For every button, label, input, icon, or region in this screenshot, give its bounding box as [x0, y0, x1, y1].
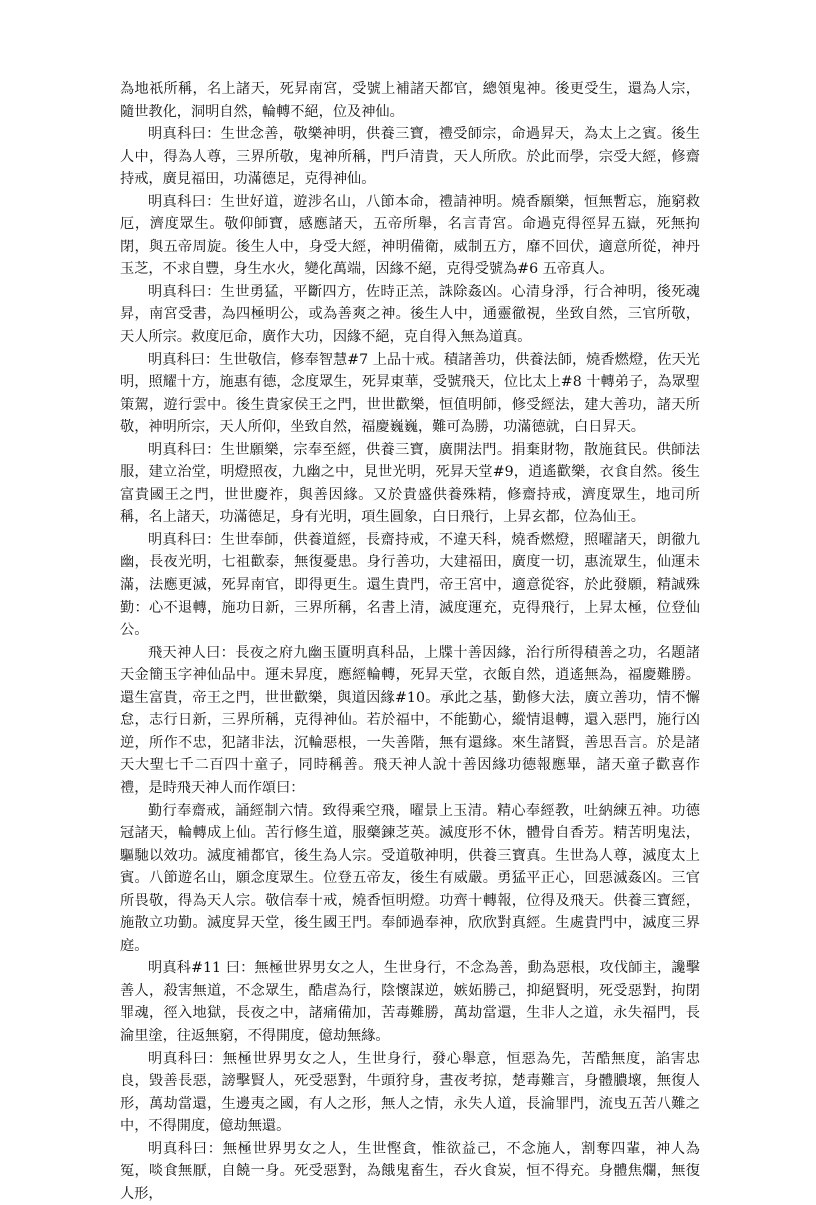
paragraph: 明真科曰：生世好道，遊涉名山，八節本命，禮請神明。燒香願樂，恒無暫忘，施窮救厄，濟度眾生。敬仰師寶，感應諸天，五帝所舉，名言青宮。命過克得徑昇五嶽，死無拘閉，與五帝周旋。後生人中，身受大經，神明備衛，威制五方，靡不回伏，適意所從，神丹玉芝，不求自豐，身生水火，變化萬端，因緣不絕，克得受號為#6 五帝真人。	[120, 193, 700, 278]
verse-paragraph: 勤行奉齋戒，誦經制六情。致得乘空飛，曜景上玉清。精心奉經教，吐納練五神。功德冠諸天，輪轉成上仙。苦行修生道，服藥鍊芝英。滅度形不休，體骨自香芳。精苦明鬼法，驅馳以效功。滅度補都官，後生為人宗。受道敬神明，供養三寶真。生世為人尊，滅度太上賓。八節遊名山，願念度眾生。位登五帝友，後生有威嚴。勇猛平正心，回惡滅姦凶。三官所畏敬，得為天人宗。敬信奉十戒，燒香恒明燈。功齊十轉報，位得及飛天。供養三寶經，施散立功勤。滅度昇天堂，後生國王門。奉師過奉神，欣欣對真經。生處貴門中，滅度三界庭。	[120, 802, 700, 954]
paragraph-continuation: 為地祇所稱，名上諸天，死昇南宮，受號上補諸天都官，總領鬼神。後更受生，還為人宗，隨世教化，洞明自然，輪轉不絕，位及神仙。	[120, 81, 700, 120]
paragraph: 明真科曰：生世勇猛，平斷四方，佐時正羔，誅除姦凶。心清身淨，行合神明，後死魂昇，南宮受書，為四極明公，或為善爽之神。後生人中，通靈徹視，坐致自然，三官所敬，天人所宗。救度厄命，廣作大功，因緣不絕，克自得入無為道真。	[120, 283, 700, 346]
paragraph: 飛天神人曰：長夜之府九幽玉匱明真科品，上牒十善因緣，治行所得積善之功，名題諸天金簡玉字神仙品中。運未昇度，應經輪轉，死昇天堂，衣飯自然，逍遙無為，福慶難勝。還生富貴，帝王之門，世世歡樂，與道因緣#10。承此之基，勤修大法，廣立善功，情不懈怠，志行日新，三界所稱，克得神仙。若於福中，不能勤心，縱情退轉，還入惡門，施行凶逆，所作不忠，犯諸非法，沉輪惡根，一失善階，無有還緣。來生諸賢，善思吾言。於是諸天大聖七千二百四十童子，同時稱善。飛天神人說十善因緣功德報應畢，諸天童子歡喜作禮，是時飛天神人而作頌曰：	[120, 644, 700, 796]
paragraph: 明真科曰：生世願樂，宗奉至經，供養三寶，廣開法門。捐棄財物，散施貧民。供師法服，建立治堂，明燈照夜，九幽之中，見世光明，死昇天堂#9，逍遙歡樂，衣食自然。後生富貴國王之門，世世慶祚，與善因緣。又於貴盛供養殊精，修齋持戒，濟度眾生，地司所稱，名上諸天，功滿德足，身有光明，項生圓象，白日飛行，上昇玄都，位為仙王。	[120, 441, 700, 526]
paragraph: 明真科#11 曰：無極世界男女之人，生世身行，不念為善，動為惡根，攻伐師主，讒擊善人，殺害無道，不念眾生，酷虐為行，陰懷謀逆，嫉妬勝己，抑絕賢明，死受惡對，拘閉罪魂，徑入地獄，長夜之中，諸痛備加，苦毒難勝，萬劫當還，生非人之道，永失福門，長淪里塗，往返無窮，不得開度，億劫無緣。	[120, 960, 700, 1044]
paragraph: 明真科曰：無極世界男女之人，生世慳貪，惟欲益己，不念施人，割奪四輩，神人為冤，啖食無厭，自饒一身。死受惡對，為餓鬼畜生，吞火食炭，恒不得充。身體焦爛，無復人形，	[120, 1140, 700, 1202]
paragraph: 明真科曰：無極世界男女之人，生世身行，發心舉意，恒惡為先，苦酷無度，諂害忠良，毀善長惡，謗擊賢人，死受惡對，牛頭狩身，晝夜考掠，楚毒難言，身體膿壞，無復人形，萬劫當還，生邊夷之國，有人之形，無人之情，永失人道，長淪罪門，流曳五苦八難之中，不得開度，億劫無還。	[120, 1050, 700, 1135]
document-page	[120, 78, 700, 1205]
paragraph: 明真科曰：生世奉師，供養道經，長齋持戒，不違天科，燒香燃燈，照曜諸天，朗徹九幽，長夜光明，七祖歡泰，無復憂患。身行善功，大建福田，廣度一切，惠流眾生，仙運未滿，法應更滅，死昇南官，即得更生。還生貴門，帝王宮中，適意從容，於此發願，精誠殊勤：心不退轉，施功日新，三界所稱，名書上清，滅度運充，克得飛行，上昇太極，位登仙公。	[120, 531, 700, 639]
paragraph: 明真科曰：生世念善，敬樂神明，供養三寶，禮受師宗，命過昇天，為太上之賓。後生人中，得為人尊，三界所敬，鬼神所稱，門戶清貴，天人所欣。於此而學，宗受大經，修齋持戒，廣見福田，功滿德足，克得神仙。	[120, 126, 700, 188]
paragraph: 明真科曰：生世敬信，修奉智慧#7 上品十戒。積諸善功，供養法師，燒香燃燈，佐天光明，照耀十方，施惠有德，念度眾生，死昇東華，受號飛天，位比太上#8 十轉弟子，為眾聖策駕，遊行雲中。後生貴家侯王之門，世世歡樂，恒值明師，修受經法，建大善功，諸天所敬，神明所宗，天人所仰，坐致自然，福慶巍巍，難可為勝，功滿德就，白日昇天。	[120, 351, 700, 436]
